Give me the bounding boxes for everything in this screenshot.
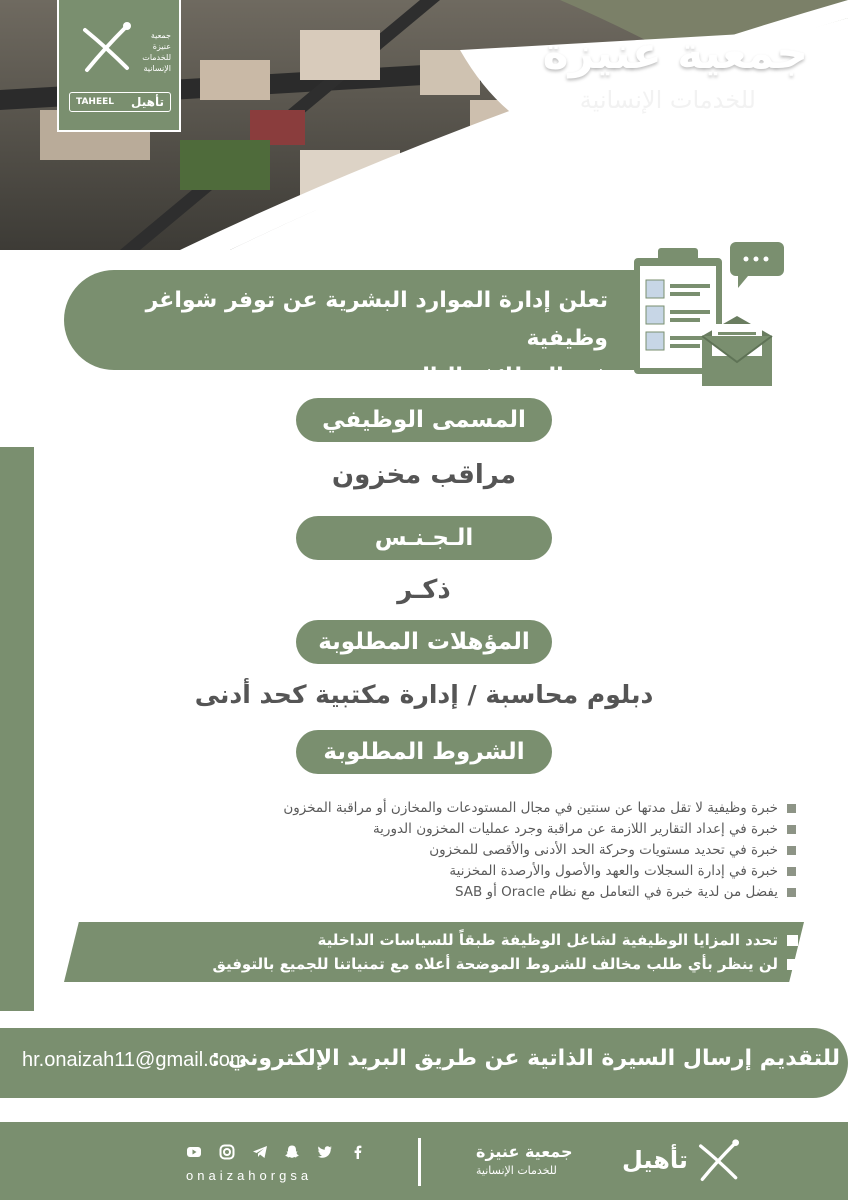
requirement-item: يفضل من لدية خبرة في التعامل مع نظام Oracle أو SAB <box>28 882 798 903</box>
requirement-item: خبرة في تحديد مستويات وحركة الحد الأدنى والأقصى للمخزون <box>28 840 798 861</box>
youtube-icon[interactable] <box>186 1144 202 1160</box>
footer-org-name: جمعية عنيزة <box>476 1142 573 1161</box>
logo-brand-en: TAHEEL <box>76 97 114 107</box>
requirements-list <box>28 798 798 903</box>
announcement-line-2: في الوظائف التالية <box>399 364 608 389</box>
requirement-item: خبرة في إدارة السجلات والعهد والأصول والأرصدة المخزنية <box>28 861 798 882</box>
facebook-icon[interactable] <box>350 1144 366 1160</box>
requirement-item: خبرة وظيفية لا تقل مدتها عن سنتين في مجال المستودعات والمخازن أو مراقبة المخزون <box>28 798 798 819</box>
org-subtitle: للخدمات الإنسانية <box>579 86 756 114</box>
conditions-heading: الشروط المطلوبة <box>296 730 552 774</box>
announcement-line-1: تعلن إدارة الموارد البشرية عن توفر شواغر وظيفية <box>145 288 608 351</box>
logo-brand-ar: تأهيل <box>131 95 164 109</box>
footer-taheel-figure-icon <box>694 1136 744 1186</box>
gender-heading: الـجـنـس <box>296 516 552 560</box>
hero-banner <box>0 0 848 250</box>
decorative-side-bar <box>0 447 34 1011</box>
announcement-text <box>68 282 608 396</box>
telegram-icon[interactable] <box>252 1144 268 1160</box>
taheel-logo <box>57 0 181 132</box>
instagram-icon[interactable] <box>219 1144 235 1160</box>
social-handle: onaizahorgsa <box>186 1168 313 1183</box>
requirement-item: خبرة في إعداد التقارير اللازمة عن مراقبة وجرد عمليات المخزون الدورية <box>28 819 798 840</box>
clipboard-envelope-icon <box>632 240 788 390</box>
job-title-value: مراقب مخزون <box>331 460 517 490</box>
footer-org-sub: للخدمات الإنسانية <box>476 1164 557 1177</box>
footer-divider <box>418 1138 421 1186</box>
note-item: تحدد المزايا الوظيفية لشاغل الوظيفة طبقاً للسياسات الداخلية <box>80 928 800 952</box>
snapchat-icon[interactable] <box>284 1144 300 1160</box>
twitter-icon[interactable] <box>317 1144 333 1160</box>
gender-value: ذكـر <box>397 575 451 605</box>
logo-org-name: جمعية عنيزة للخدمات الإنسانية <box>142 31 171 73</box>
job-title-heading: المسمى الوظيفي <box>296 398 552 442</box>
qualifications-value: دبلوم محاسبة / إدارة مكتبية كحد أدنى <box>194 680 654 709</box>
social-icons <box>186 1142 366 1162</box>
footer-brand: تأهيل <box>622 1146 688 1174</box>
announcement-banner <box>64 270 658 389</box>
apply-email-link[interactable]: hr.onaizah11@gmail.com <box>22 1049 247 1071</box>
taheel-figure-icon <box>77 18 137 78</box>
footer <box>0 1122 848 1200</box>
org-title: جمعية عنيزة <box>542 28 808 79</box>
notes-list <box>80 928 800 976</box>
note-item: لن ينظر بأي طلب مخالف للشروط الموضحة أعلاه مع تمنياتنا للجميع بالتوفيق <box>80 952 800 976</box>
apply-label: للتقديم إرسال السيرة الذاتية عن طريق البريد الإلكتروني : <box>211 1046 840 1071</box>
qualifications-heading: المؤهلات المطلوبة <box>296 620 552 664</box>
apply-banner <box>0 1028 848 1098</box>
logo-brand-pill <box>69 92 171 112</box>
